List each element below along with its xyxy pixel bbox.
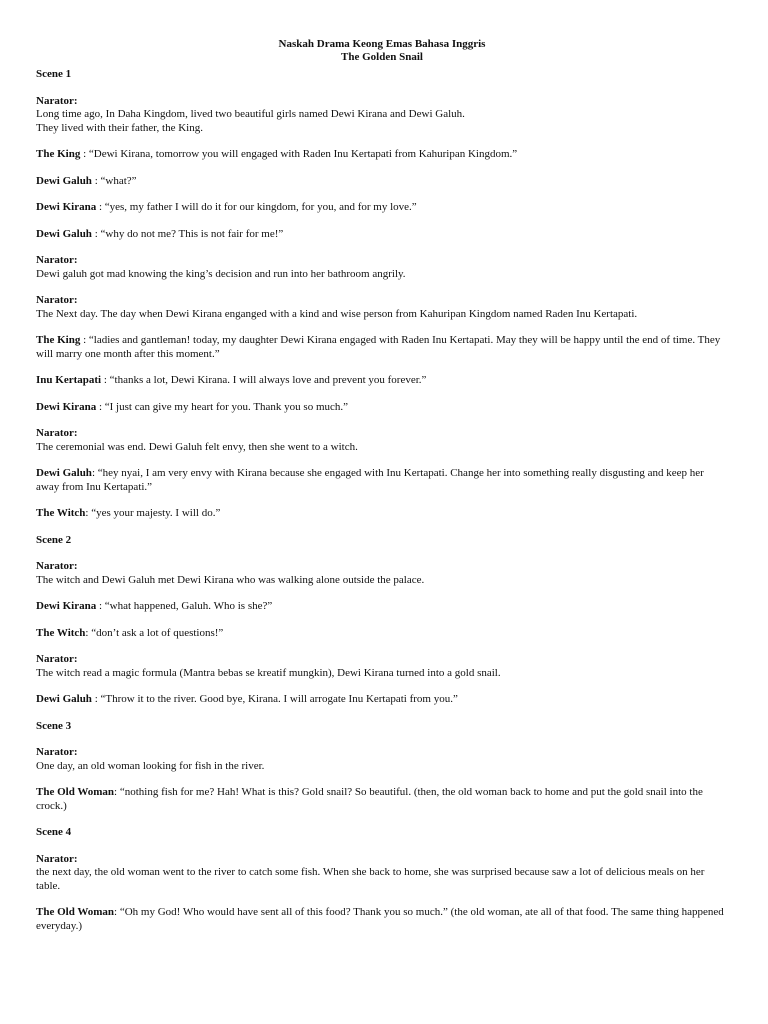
script-body — [36, 68, 728, 933]
narration-text: Dewi galuh got mad knowing the king’s decision and run into her bathroom angrily. — [36, 267, 406, 280]
speaker-name: Dewi Kirana — [36, 600, 97, 612]
dialogue-line — [36, 175, 728, 189]
dialogue-text: : “yes, my father I will do it for our kingdom, for you, and for my love.” — [96, 201, 417, 213]
dialogue-text: : “hey nyai, I am very envy with Kirana because she engaged with Inu Kertapati. Change her into something really disgusting and keep her away from Inu Kertapati.” — [36, 467, 704, 493]
narration-text: Long time ago, In Daha Kingdom, lived two beautiful girls named Dewi Kirana and Dewi Galuh. — [36, 108, 465, 120]
narrator-label: Narator: — [36, 560, 78, 572]
narration-text: the next day, the old woman went to the river to catch some fish. When she back to home, she was surprised because saw a lot of delicious meals on her table. — [36, 866, 705, 892]
narration-block — [36, 746, 728, 773]
narration-block — [36, 427, 728, 454]
narrator-label: Narator: — [36, 746, 78, 758]
dialogue-line — [36, 786, 728, 813]
speaker-name: Dewi Galuh — [36, 227, 92, 240]
dialogue-text: : “yes your majesty. I will do.” — [85, 507, 221, 519]
speaker-name: Dewi Galuh — [36, 693, 92, 705]
speaker-name: Inu Kertapati — [36, 374, 102, 386]
speaker-name: The Witch — [36, 507, 86, 519]
narration-block — [36, 653, 728, 680]
dialogue-line — [36, 507, 728, 521]
narrator-label: Narator: — [36, 852, 78, 865]
dialogue-text: : “what happened, Galuh. Who is she?” — [96, 600, 273, 612]
narrator-label: Narator: — [36, 427, 78, 439]
narration-block — [36, 560, 728, 587]
document-title: Naskah Drama Keong Emas Bahasa Inggris — [278, 38, 486, 50]
dialogue-text: : “Oh my God! Who would have sent all of this food? Thank you so much.” (the old woman, ate all of that food. The same thing happened everyday.) — [36, 906, 724, 932]
scene-heading: Scene 3 — [36, 719, 72, 732]
speaker-name: Dewi Galuh — [36, 467, 92, 479]
narration-text: They lived with their father, the King. — [36, 121, 203, 134]
dialogue-line — [36, 201, 728, 215]
speaker-name: The King — [36, 334, 81, 346]
narration-text: The witch read a magic formula (Mantra bebas se kreatif mungkin), Dewi Kirana turned into a gold snail. — [36, 666, 501, 679]
dialogue-line — [36, 334, 728, 361]
dialogue-line — [36, 906, 728, 933]
narration-text: The Next day. The day when Dewi Kirana enganged with a kind and wise person from Kahuripan Kingdom named Raden Inu Kertapati. — [36, 307, 638, 320]
dialogue-text: : “Dewi Kirana, tomorrow you will engaged with Raden Inu Kertapati from Kahuripan Kingdom.” — [80, 148, 518, 160]
dialogue-line — [36, 627, 728, 641]
narration-block — [36, 95, 728, 136]
dialogue-line — [36, 148, 728, 162]
dialogue-line — [36, 467, 728, 494]
dialogue-line — [36, 600, 728, 614]
dialogue-line — [36, 401, 728, 415]
dialogue-text: : “nothing fish for me? Hah! What is this? Gold snail? So beautiful. (then, the old woman back to home and put the gold snail into the crock.) — [36, 786, 703, 812]
speaker-name: Dewi Kirana — [36, 400, 97, 413]
dialogue-text: : “what?” — [91, 174, 137, 187]
narration-text: One day, an old woman looking for fish in the river. — [36, 759, 265, 772]
narrator-label: Narator: — [36, 94, 78, 107]
dialogue-text: : “Throw it to the river. Good bye, Kirana. I will arrogate Inu Kertapati from you.” — [91, 693, 458, 705]
narration-text: The witch and Dewi Galuh met Dewi Kirana who was walking alone outside the palace. — [36, 573, 425, 586]
speaker-name: The Old Woman — [36, 786, 115, 798]
dialogue-line — [36, 374, 728, 388]
dialogue-text: : “I just can give my heart for you. Thank you so much.” — [96, 400, 349, 413]
narration-block — [36, 294, 728, 321]
narration-text: The ceremonial was end. Dewi Galuh felt envy, then she went to a witch. — [36, 440, 358, 453]
speaker-name: The Witch — [36, 626, 86, 639]
speaker-name: The King — [36, 148, 81, 160]
narrator-label: Narator: — [36, 294, 78, 306]
dialogue-text: : “don’t ask a lot of questions!” — [85, 626, 224, 639]
document-subtitle: The Golden Snail — [341, 51, 423, 63]
dialogue-text: : “why do not me? This is not fair for me!” — [91, 227, 284, 240]
speaker-name: Dewi Galuh — [36, 174, 92, 187]
narration-block — [36, 853, 728, 894]
narrator-label: Narator: — [36, 653, 78, 665]
dialogue-line — [36, 228, 728, 242]
speaker-name: The Old Woman — [36, 906, 115, 918]
dialogue-text: : “thanks a lot, Dewi Kirana. I will always love and prevent you forever.” — [101, 374, 427, 386]
dialogue-text: : “ladies and gantleman! today, my daughter Dewi Kirana engaged with Raden Inu Kertapati. May they will be happy until the end of time. They will marry one month after this moment.” — [36, 334, 721, 360]
narrator-label: Narator: — [36, 254, 78, 266]
scene-heading: Scene 2 — [36, 533, 72, 546]
scene-heading: Scene 4 — [36, 826, 72, 838]
speaker-name: Dewi Kirana — [36, 201, 97, 213]
narration-block — [36, 254, 728, 281]
scene-heading: Scene 1 — [36, 68, 72, 80]
dialogue-line — [36, 693, 728, 707]
